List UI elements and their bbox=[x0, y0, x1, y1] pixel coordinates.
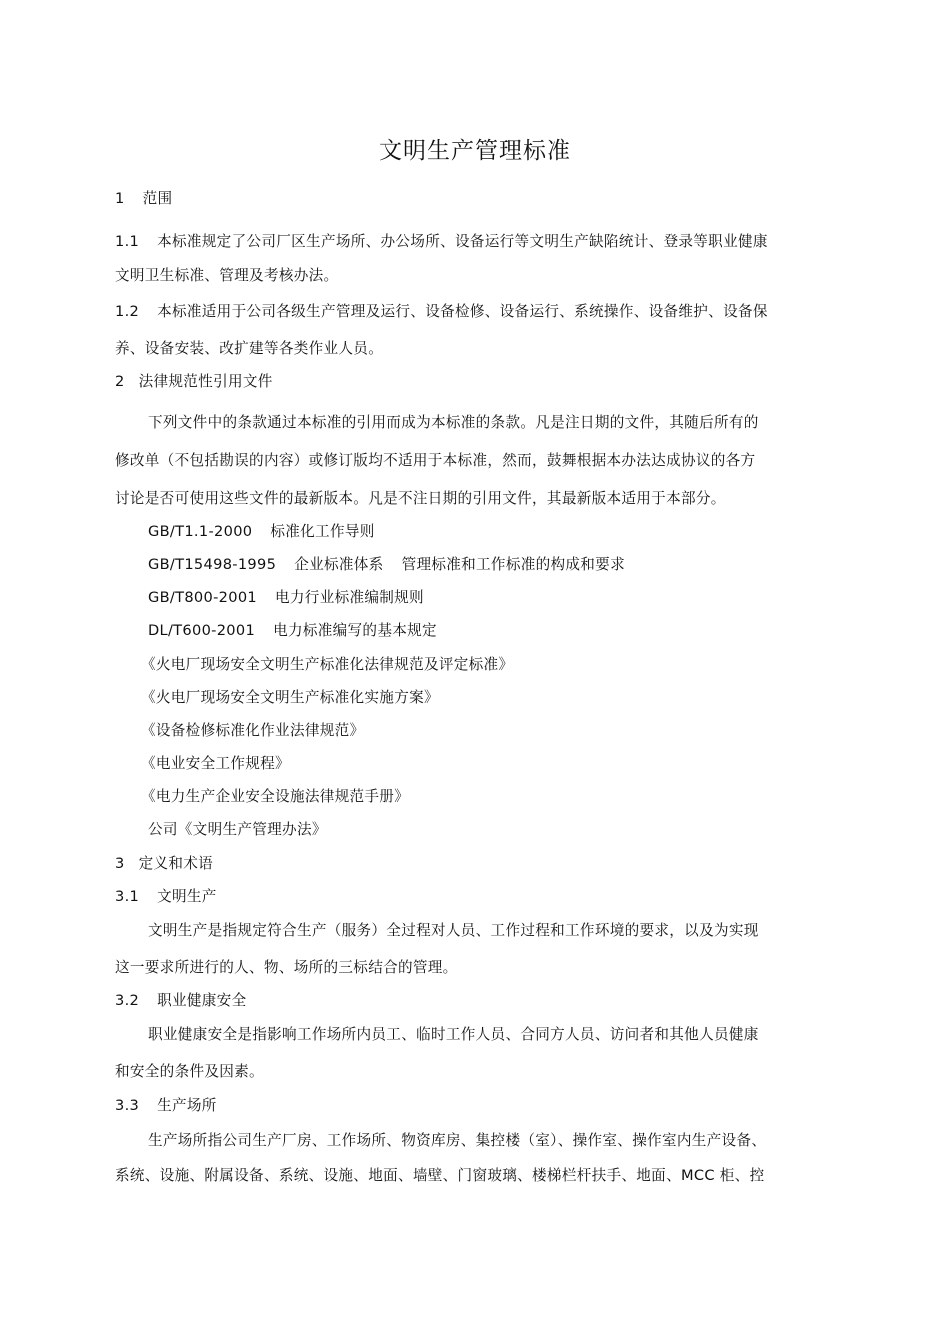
clause-text: 本标准适用于公司各级生产管理及运行、设备检修、设备运行、系统操作、设备维护、设备保 bbox=[157, 303, 768, 320]
clause-1-1-line-2: 文明卫生标准、管理及考核办法。 bbox=[115, 267, 339, 284]
reference-item bbox=[148, 522, 375, 542]
paragraph-2-line-2: 修改单（不包括勘误的内容）或修订版均不适用于本标准，然而，鼓舞根据本办法达成协议的各方 bbox=[115, 452, 756, 469]
reference-item bbox=[148, 621, 437, 641]
reference-item bbox=[148, 588, 424, 608]
paragraph-3-2-line-2: 和安全的条件及因素。 bbox=[115, 1063, 264, 1080]
reference-code: DL/T600-2001 bbox=[148, 622, 256, 639]
reference-item: 公司《文明生产管理办法》 bbox=[148, 821, 327, 838]
section-number: 1 bbox=[115, 190, 125, 207]
subsection-heading-3-1 bbox=[115, 887, 217, 907]
subsection-title: 职业健康安全 bbox=[157, 992, 247, 1009]
clause-1-2-line-2: 养、设备安装、改扩建等各类作业人员。 bbox=[115, 340, 384, 357]
section-number: 2 bbox=[115, 373, 125, 390]
reference-item: 《设备检修标准化作业法律规范》 bbox=[141, 722, 365, 739]
paragraph-3-3-line-1: 生产场所指公司生产厂房、工作场所、物资库房、集控楼（室）、操作室、操作室内生产设备、 bbox=[148, 1132, 767, 1149]
subsection-number: 3.1 bbox=[115, 888, 140, 905]
reference-code: GB/T1.1-2000 bbox=[148, 523, 253, 540]
clause-1-1-line-1 bbox=[115, 232, 768, 252]
subsection-heading-3-2 bbox=[115, 991, 246, 1011]
paragraph-3-1-line-2: 这一要求所进行的人、物、场所的三标结合的管理。 bbox=[115, 959, 458, 976]
paragraph-2-line-3: 讨论是否可使用这些文件的最新版本。凡是不注日期的引用文件，其最新版本适用于本部分。 bbox=[115, 490, 726, 507]
document-title: 文明生产管理标准 bbox=[379, 138, 571, 164]
clause-number: 1.2 bbox=[115, 303, 140, 320]
reference-code: GB/T15498-1995 bbox=[148, 556, 277, 573]
reference-title: 电力行业标准编制规则 bbox=[275, 589, 424, 606]
reference-subtitle: 管理标准和工作标准的构成和要求 bbox=[401, 556, 625, 573]
section-title: 定义和术语 bbox=[138, 855, 214, 872]
clause-1-2-line-1 bbox=[115, 302, 768, 322]
clause-number: 1.1 bbox=[115, 233, 140, 250]
paragraph-2-line-1: 下列文件中的条款通过本标准的引用而成为本标准的条款。凡是注日期的文件，其随后所有的 bbox=[148, 414, 759, 431]
section-title: 法律规范性引用文件 bbox=[138, 373, 273, 390]
paragraph-3-1-line-1: 文明生产是指规定符合生产（服务）全过程对人员、工作过程和工作环境的要求，以及为实现 bbox=[148, 922, 759, 939]
subsection-heading-3-3 bbox=[115, 1096, 217, 1116]
reference-title: 电力标准编写的基本规定 bbox=[273, 622, 437, 639]
reference-item bbox=[148, 555, 625, 575]
section-heading-1 bbox=[115, 189, 172, 209]
paragraph-3-2-line-1: 职业健康安全是指影响工作场所内员工、临时工作人员、合同方人员、访问者和其他人员健康 bbox=[148, 1026, 759, 1043]
subsection-title: 生产场所 bbox=[157, 1097, 217, 1114]
reference-item: 《电力生产企业安全设施法律规范手册》 bbox=[141, 788, 410, 805]
paragraph-3-3-line-2: 系统、设施、附属设备、系统、设施、地面、墙壁、门窗玻璃、楼梯栏杆扶手、地面、MCC 柜、控 bbox=[115, 1167, 765, 1184]
clause-text: 本标准规定了公司厂区生产场所、办公场所、设备运行等文明生产缺陷统计、登录等职业健康 bbox=[157, 233, 768, 250]
section-title: 范围 bbox=[142, 190, 173, 207]
reference-item: 《电业安全工作规程》 bbox=[141, 755, 290, 772]
reference-item: 《火电厂现场安全文明生产标准化实施方案》 bbox=[141, 689, 439, 706]
reference-title: 企业标准体系 bbox=[294, 556, 384, 573]
section-heading-3 bbox=[115, 854, 213, 874]
subsection-title: 文明生产 bbox=[157, 888, 217, 905]
reference-code: GB/T800-2001 bbox=[148, 589, 258, 606]
subsection-number: 3.3 bbox=[115, 1097, 140, 1114]
section-number: 3 bbox=[115, 855, 125, 872]
reference-title: 标准化工作导则 bbox=[270, 523, 375, 540]
section-heading-2 bbox=[115, 372, 273, 392]
reference-item: 《火电厂现场安全文明生产标准化法律规范及评定标准》 bbox=[141, 656, 514, 673]
subsection-number: 3.2 bbox=[115, 992, 140, 1009]
